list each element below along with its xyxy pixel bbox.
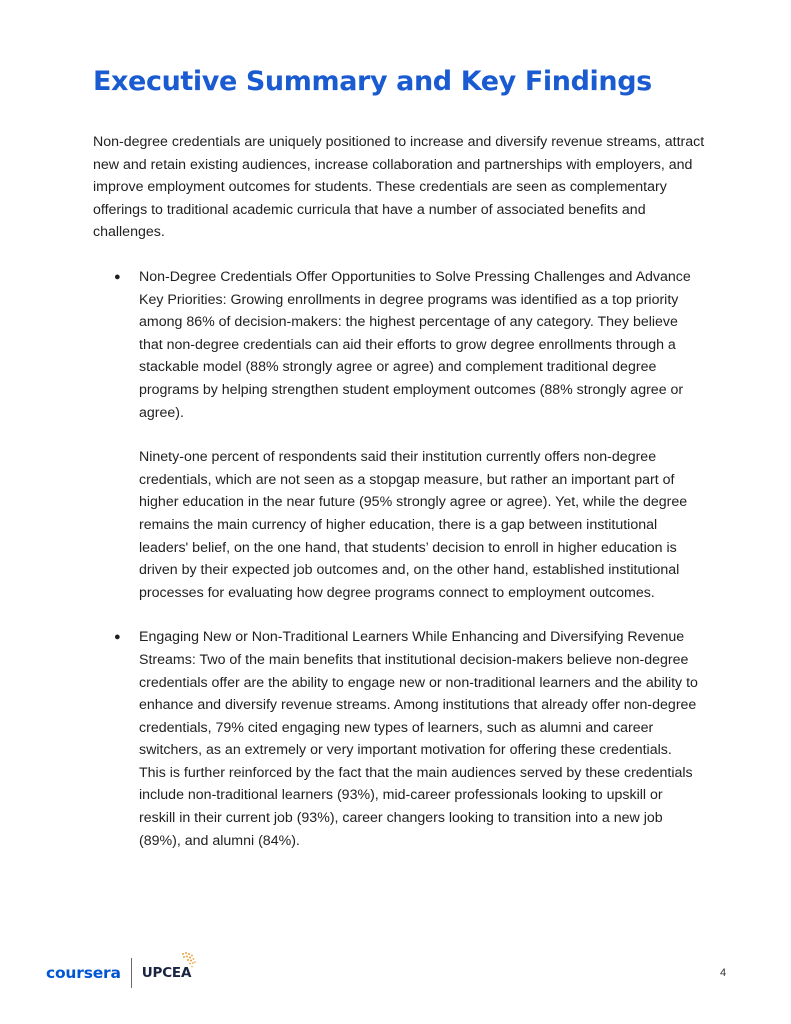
list-item bbox=[0, 266, 701, 604]
footer-logos bbox=[46, 955, 191, 991]
finding-paragraph: Ninety-one percent of respondents said their institution currently offers non-degree credentials, which are not seen as a stopgap measure, but rather an important part of higher education in the near future (95% strongly agree or agree). Yet, while the degree remains the main currency of higher education, there is a gap between institutional leaders' belief, on the one hand, that students’ decision to enroll in higher education is driven by their expected job outcomes and, on the other hand, established institutional processes for evaluating how degree programs connect to employment outcomes. bbox=[139, 449, 688, 601]
upcea-sunburst-icon bbox=[178, 951, 200, 973]
logo-divider bbox=[131, 958, 132, 988]
upcea-logo-text: UPCEA bbox=[141, 965, 192, 981]
coursera-logo: coursera bbox=[46, 964, 121, 982]
list-item bbox=[0, 626, 701, 852]
page-title: Executive Summary and Key Findings bbox=[93, 66, 652, 97]
finding-paragraph: Non-Degree Credentials Offer Opportunities to Solve Pressing Challenges and Advance Key Priorities: Growing enrollments in degree programs was identified as a top priority among 86% of decision-makers: the highest percentage of any category. They believe that non-degree credentials can aid their efforts to grow degree enrollments through a stackable model (88% strongly agree or agree) and complement traditional degree programs by helping strengthen student employment outcomes (88% strongly agree or agree). bbox=[139, 269, 691, 421]
bullet-marker-icon: ● bbox=[114, 631, 121, 644]
key-findings-list bbox=[0, 266, 791, 874]
upcea-logo bbox=[142, 965, 191, 981]
finding-paragraph: Engaging New or Non-Traditional Learners While Enhancing and Diversifying Revenue Streams: Two of the main benefits that institutional decision-makers believe non-degree credentials offer are the ability to engage new or non-traditional learners and the ability to enhance and diversify revenue streams. Among institutions that already offer non-degree credentials, 79% cited engaging new types of learners, such as alumni and career switchers, as an extremely or very important motivation for offering these credentials. This is further reinforced by the fact that the main audiences served by these credentials include non-traditional learners (93%), mid-career professionals looking to upskill or reskill in their current job (93%), career changers looking to transition into a new job (89%), and alumni (84%). bbox=[139, 629, 698, 849]
bullet-marker-icon: ● bbox=[114, 271, 121, 283]
page-number: 4 bbox=[720, 967, 727, 979]
intro-paragraph: Non-degree credentials are uniquely positioned to increase and diversify revenue streams, attract new and retain existing audiences, increase collaboration and partnerships with employers, and improve employment outcomes for students. These credentials are seen as complementary offerings to traditional academic curricula that have a number of associated benefits and challenges. bbox=[93, 134, 705, 241]
